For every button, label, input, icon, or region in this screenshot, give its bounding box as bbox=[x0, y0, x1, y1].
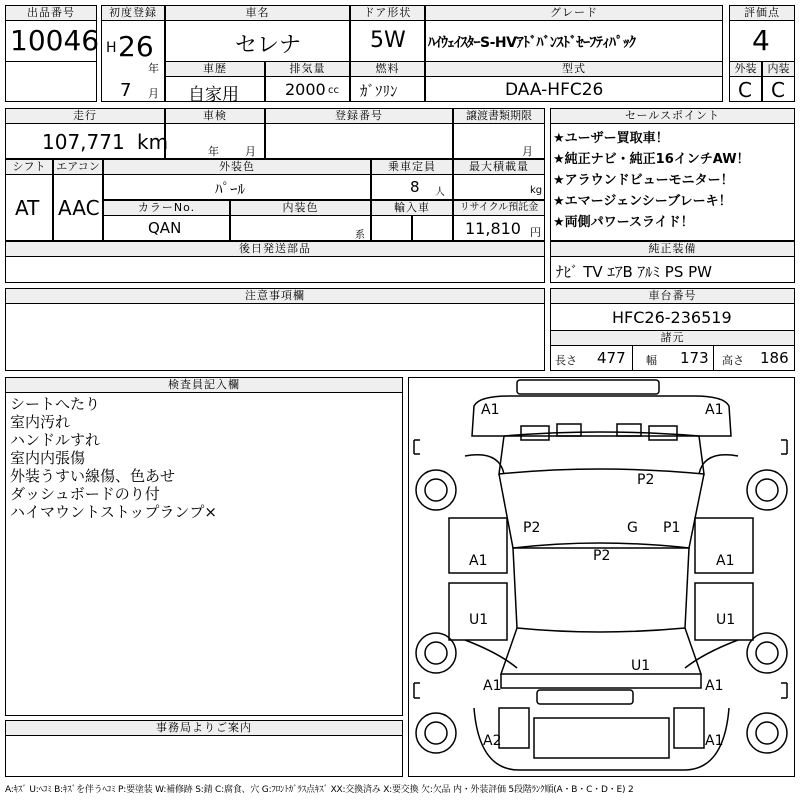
car-name-value: セレナ bbox=[235, 33, 302, 58]
inspector-notes bbox=[10, 395, 217, 521]
chui-header: 注意事項欄 bbox=[5, 288, 545, 304]
nenryo-header: 燃料 bbox=[350, 61, 425, 77]
shaken-header: 車検 bbox=[165, 108, 265, 124]
damage-mark: A1 bbox=[716, 553, 735, 569]
nagasa-value: 477 bbox=[597, 349, 626, 367]
gaiso-grade-value: C bbox=[738, 78, 752, 102]
shift-header: シフト bbox=[5, 159, 53, 175]
car-outline bbox=[409, 378, 794, 776]
kojitsu-cell bbox=[5, 256, 545, 283]
note-line: 室内内張傷 bbox=[10, 449, 86, 467]
damage-mark: A1 bbox=[481, 402, 500, 418]
naiso-color-header: 内装色 bbox=[230, 200, 371, 216]
junsei-header: 純正装備 bbox=[550, 241, 795, 257]
chassis-value: HFC26-236519 bbox=[612, 308, 732, 327]
yunyu-header: 輸入車 bbox=[371, 200, 453, 216]
damage-mark: A1 bbox=[705, 402, 724, 418]
shogen-header: 諸元 bbox=[550, 330, 795, 346]
damage-mark: U1 bbox=[631, 658, 651, 674]
haba-label: 幅 bbox=[646, 354, 657, 367]
lot-no-blank bbox=[5, 61, 97, 102]
jimukyoku-header: 事務局よりご案内 bbox=[5, 720, 403, 736]
damage-mark: P2 bbox=[637, 472, 655, 488]
lot-no-header: 出品番号 bbox=[5, 5, 97, 21]
lot-no-value: 10046 bbox=[10, 24, 100, 57]
era-value: H bbox=[106, 40, 117, 56]
teiin-unit: 人 bbox=[435, 187, 445, 198]
yunyu-cell-2 bbox=[412, 215, 453, 241]
katashiki-header: 型式 bbox=[425, 61, 723, 77]
damage-mark: A1 bbox=[705, 678, 724, 694]
sekisai-header: 最大積載量 bbox=[453, 159, 545, 175]
color-no-value: QAN bbox=[148, 219, 182, 237]
color-value: ﾊﾟｰﾙ bbox=[215, 180, 246, 198]
sales-point: ★アラウンドビューモニター！ bbox=[553, 173, 734, 188]
sales-point: ★純正ナビ・純正16インチAW！ bbox=[553, 152, 750, 167]
damage-mark: U1 bbox=[716, 612, 736, 628]
damage-mark: P1 bbox=[663, 520, 681, 536]
mileage-unit: km bbox=[137, 130, 169, 154]
damage-mark: P2 bbox=[593, 548, 611, 564]
haba-value: 173 bbox=[680, 349, 709, 367]
grade-header: グレード bbox=[425, 5, 723, 21]
gaiso-header: 外装 bbox=[729, 61, 762, 77]
door-header: ドア形状 bbox=[350, 5, 425, 21]
damage-mark: A2 bbox=[483, 733, 502, 749]
recycle-unit: 円 bbox=[530, 226, 541, 239]
car-name-header: 車名 bbox=[165, 5, 350, 21]
shadai-header: 車台番号 bbox=[550, 288, 795, 304]
damage-mark: G bbox=[627, 520, 638, 536]
tsuki-label: 月 bbox=[148, 87, 159, 100]
note-line: ハンドルすれ bbox=[10, 431, 101, 449]
toroku-cell bbox=[265, 123, 453, 159]
score-header: 評価点 bbox=[729, 5, 795, 21]
damage-mark: A1 bbox=[705, 733, 724, 749]
mileage-value: 107,771 bbox=[42, 130, 125, 154]
shaken-nen: 年 bbox=[208, 145, 219, 158]
kensa-header: 検査員記入欄 bbox=[5, 377, 403, 393]
yunyu-cell bbox=[371, 215, 412, 241]
note-line: ダッシュボードのり付 bbox=[10, 485, 160, 503]
aircon-header: エアコン bbox=[53, 159, 103, 175]
score-value: 4 bbox=[752, 24, 770, 57]
sekisai-unit: kg bbox=[530, 185, 543, 196]
teiin-header: 乗車定員 bbox=[371, 159, 453, 175]
gaiso-color-header: 外装色 bbox=[103, 159, 371, 175]
junsei-value: ﾅﾋﾞ TV ｴｱB ｱﾙﾐ PS PW bbox=[556, 263, 712, 281]
jimukyoku-cell bbox=[5, 735, 403, 777]
aircon-value: AAC bbox=[58, 196, 100, 220]
shaken-tsuki: 月 bbox=[245, 145, 256, 158]
haiki-header: 排気量 bbox=[265, 61, 350, 77]
haiki-value: 2000 bbox=[285, 80, 326, 99]
nenryo-value: ｶﾞｿﾘﾝ bbox=[360, 82, 398, 100]
haiki-unit: cc bbox=[328, 85, 339, 96]
soko-header: 走行 bbox=[5, 108, 165, 124]
sales-points-list bbox=[553, 128, 750, 233]
note-line: 室内汚れ bbox=[10, 413, 71, 431]
joto-tsuki: 月 bbox=[522, 145, 533, 158]
legend-text: A:ｷｽﾞ U:ﾍｺﾐ B:ｷｽﾞを伴うﾍｺﾐ P:要塗装 W:補修跡 S:錆 C:腐食、穴 G:ﾌﾛﾝﾄｶﾞﾗｽ点ｷｽﾞ XX:交換済み X:要交換 欠:欠品 内・外装評価 5段階ﾗﾝｸ順(A・B・C・D・E) 2 bbox=[5, 785, 634, 795]
note-line: シートへたり bbox=[10, 395, 101, 413]
takasa-label: 高さ bbox=[722, 354, 744, 367]
naiso-header: 内装 bbox=[762, 61, 795, 77]
nen-label: 年 bbox=[148, 62, 159, 75]
naiso-unit: 系 bbox=[355, 230, 365, 241]
car-diagram bbox=[408, 377, 795, 777]
month-value: 7 bbox=[120, 80, 132, 101]
toroku-header: 登録番号 bbox=[265, 108, 453, 124]
damage-mark: U1 bbox=[469, 612, 489, 628]
damage-mark: P2 bbox=[523, 520, 541, 536]
katashiki-value: DAA-HFC26 bbox=[505, 80, 604, 100]
recycle-header: リサイクル預託金 bbox=[453, 200, 545, 216]
naiso-grade-value: C bbox=[771, 78, 785, 102]
sales-point: ★エマージェンシーブレーキ！ bbox=[553, 194, 732, 209]
chui-cell bbox=[5, 303, 545, 371]
sales-point: ★ユーザー買取車！ bbox=[553, 131, 669, 146]
shareki-header: 車歴 bbox=[165, 61, 265, 77]
note-line: ハイマウントストップランプ× bbox=[10, 503, 217, 521]
damage-mark: A1 bbox=[483, 678, 502, 694]
door-value: 5W bbox=[370, 28, 406, 53]
sales-point: ★両側パワースライド！ bbox=[553, 215, 694, 230]
recycle-value: 11,810 bbox=[465, 219, 521, 238]
first-reg-header: 初度登録 bbox=[101, 5, 165, 21]
color-no-header: カラーNo. bbox=[103, 200, 230, 216]
shift-value: AT bbox=[15, 196, 40, 220]
damage-mark: A1 bbox=[469, 553, 488, 569]
year-value: 26 bbox=[118, 30, 154, 63]
nagasa-label: 長さ bbox=[555, 354, 577, 367]
grade-value: ﾊｲｳｪｲｽﾀｰS-HVｱﾄﾞﾊﾞﾝｽﾄﾞｾｰﾌﾃｨﾊﾟｯｸ bbox=[428, 35, 636, 51]
teiin-value: 8 bbox=[410, 178, 420, 196]
kojitsu-header: 後日発送部品 bbox=[5, 241, 545, 257]
sales-header: セールスポイント bbox=[550, 108, 795, 124]
takasa-value: 186 bbox=[760, 349, 789, 367]
joto-header: 譲渡書類期限 bbox=[453, 108, 545, 124]
shareki-value: 自家用 bbox=[188, 85, 239, 105]
naiso-color-cell bbox=[230, 215, 371, 241]
note-line: 外装うすい線傷、色あせ bbox=[10, 467, 176, 485]
